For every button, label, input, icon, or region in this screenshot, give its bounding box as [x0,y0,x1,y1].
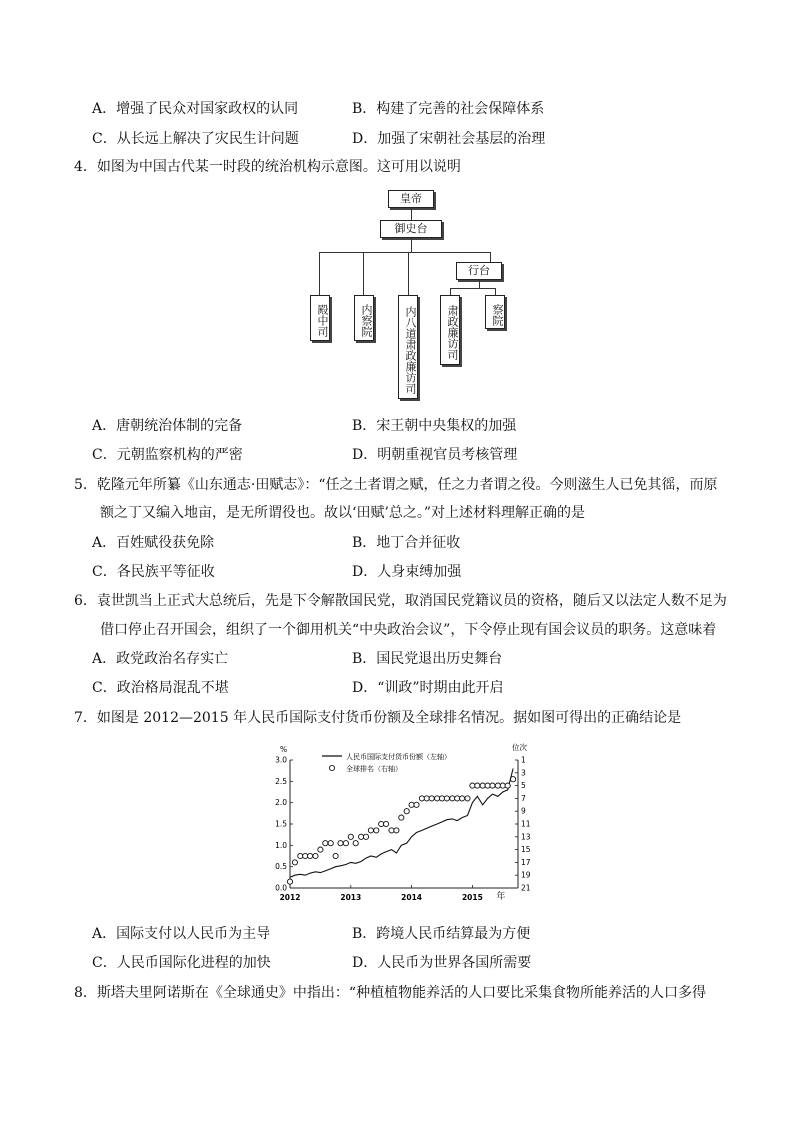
y-left-tick-label: 1.5 [275,819,287,829]
series-rank-point [450,796,455,801]
y-left-tick-label: 0.0 [275,883,287,893]
q6-option-c: C．政治格局混乱不堪 [92,680,229,696]
series-rank-point [505,783,510,788]
series-rank-point [485,783,490,788]
series-rank-point [308,853,313,858]
series-rank-point [399,815,404,820]
series-rank-point [368,828,373,833]
series-rank-point [435,796,440,801]
series-rank-point [394,828,399,833]
q4-stem: 4．如图为中国古代某一时段的统治机构示意图。这可用以说明 [74,159,461,175]
series-rank-point [455,796,460,801]
series-rank-point [389,828,394,833]
x-tick-label: 2012 [279,893,301,902]
x-tick-label: 2014 [401,893,423,902]
q5-option-a: A．百姓赋役获免除 [92,535,215,551]
series-rank-point [490,783,495,788]
y-right-tick-label: 3 [521,768,526,778]
q4-option-d: D．明朝重视官员考核管理 [352,447,518,463]
q3-option-a: A．增强了民众对国家政权的认同 [92,101,299,117]
q4-org-diagram [300,185,520,405]
series-rank-point [419,796,424,801]
diagram-branch-censorate: 行台 [456,262,502,280]
y-right-tick-label: 7 [521,793,526,803]
q5-option-d: D．人身束缚加强 [352,564,462,580]
q5-option-b: B．地丁合并征收 [352,535,461,551]
series-rank-point [384,821,389,826]
series-rank-point [328,841,333,846]
series-rank-point [348,834,353,839]
x-tick-label: 2015 [461,893,483,902]
y-left-tick-label: 0.5 [275,862,287,872]
q5-line1: 5．乾隆元年所纂《山东通志·田赋志》：“任之土者谓之赋，任之力者谓之役。今则滋生人已免其徭，而原 [74,477,718,493]
series-rank-point [374,828,379,833]
q6-line2: 借口停止召开国会，组织了一个御用机关“中央政治会议”，下令停止现有国会议员的职务。这意味着 [100,622,717,638]
series-rank-point [338,841,343,846]
diagram-leaf-neichayuan: 内察院 [354,295,374,341]
q7-stem: 7．如图是 2012—2015 年人民币国际支付货币份额及全球排名情况。据如图可得出的正确结论是 [74,710,682,726]
y-axis-left-label: % [280,745,288,754]
y-left-tick-label: 2.5 [275,776,287,786]
diagram-branch-leaf-suzheng: 肃政廉访司 [440,295,460,365]
series-rank-point [414,802,419,807]
diagram-censorate: 御史台 [380,220,442,238]
diagram-branch-leaf-chayuan: 察院 [485,295,505,329]
series-rank-point [500,783,505,788]
y-axis-right-label: 位次 [512,743,527,752]
series-rank-point [475,783,480,788]
q7-option-c: C．人民币国际化进程的加快 [92,955,271,971]
legend-label-share: 人民币国际支付货币份额（左轴） [346,753,451,761]
q4-option-a: A．唐朝统治体制的完备 [92,418,243,434]
series-rank-point [511,777,516,782]
series-rank-point [353,841,358,846]
series-rank-point [303,853,308,858]
q3-option-d: D．加强了宋朝社会基层的治理 [352,131,546,147]
series-rank-point [409,802,414,807]
q6-option-a: A．政党政治名存实亡 [92,651,229,667]
series-rank-point [465,796,470,801]
y-right-tick-label: 13 [521,832,531,842]
q7-option-a: A．国际支付以人民币为主导 [92,926,271,942]
q7-option-d: D．人民币为世界各国所需要 [352,955,532,971]
series-rank-point [343,841,348,846]
series-rank-point [359,834,364,839]
q3-option-c: C．从长远上解决了灾民生计问题 [92,131,299,147]
series-rank-point [444,796,449,801]
q8-line1: 8．斯塔夫里阿诺斯在《全球通史》中指出：“种植植物能养活的人口要比采集食物所能养活的人口多得 [74,985,707,1001]
y-left-tick-label: 2.0 [275,798,287,808]
y-left-tick-label: 3.0 [275,755,287,765]
q6-option-d: D．“训政”时期由此开启 [352,680,504,696]
q7-line-chart [262,738,552,910]
q5-option-c: C．各民族平等征收 [92,564,215,580]
diagram-leaf-neibadao: 内八道肃政廉访司 [398,295,418,399]
q6-option-b: B．国民党退出历史舞台 [352,651,503,667]
series-rank-point [480,783,485,788]
y-right-tick-label: 15 [521,845,531,855]
series-rank-point [363,834,368,839]
legend-circle-marker [329,765,334,770]
series-rank-point [495,783,500,788]
x-axis-label: 年 [496,892,506,902]
y-right-tick-label: 11 [521,819,531,829]
series-rank-point [323,841,328,846]
y-right-tick-label: 1 [521,755,526,765]
series-rank-point [298,853,303,858]
series-rank-point [287,879,292,884]
q3-option-b: B．构建了完善的社会保障体系 [352,101,545,117]
series-rank-point [429,796,434,801]
series-rank-point [333,853,338,858]
series-rank-point [318,847,323,852]
series-rank-point [292,860,297,865]
y-right-tick-label: 17 [521,857,531,867]
series-rank-point [460,796,465,801]
diagram-leaf-dianzhongsi: 殿中司 [310,295,330,341]
series-rank-point [439,796,444,801]
series-rank-point [313,853,318,858]
q6-line1: 6．袁世凯当上正式大总统后，先是下令解散国民党，取消国民党籍议员的资格，随后又以法定人数不足为 [74,593,727,609]
q7-option-b: B．跨境人民币结算最为方便 [352,926,531,942]
y-right-tick-label: 19 [521,870,531,880]
legend-label-rank: 全球排名（右轴） [346,765,402,773]
y-right-tick-label: 9 [521,806,526,816]
diagram-emperor: 皇帝 [388,190,434,208]
series-rank-point [424,796,429,801]
y-right-tick-label: 21 [521,883,531,893]
q4-option-b: B．宋王朝中央集权的加强 [352,418,517,434]
y-right-tick-label: 5 [521,781,526,791]
q5-line2: 额之丁又编入地亩，是无所谓役也。故以‘田赋’总之。”对上述材料理解正确的是 [100,505,586,521]
y-left-tick-label: 1.0 [275,840,287,850]
series-rank-point [470,783,475,788]
series-rank-point [379,821,384,826]
x-tick-label: 2013 [340,893,362,902]
q4-option-c: C．元朝监察机构的严密 [92,447,243,463]
series-rank-point [404,809,409,814]
